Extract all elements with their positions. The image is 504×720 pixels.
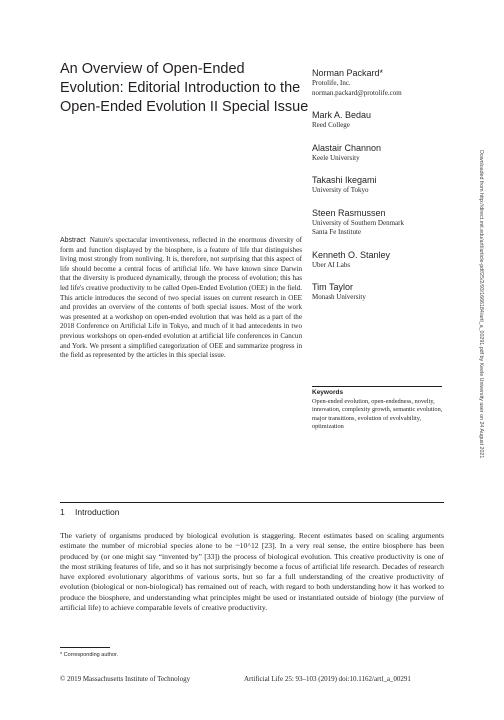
author-email[interactable]: norman.packard@protolife.com <box>312 88 402 97</box>
author-list <box>312 68 472 315</box>
author-affiliation: Monash University <box>312 293 366 301</box>
author-affiliation: Santa Fe Institute <box>312 228 361 236</box>
author-affiliation: University of Tokyo <box>312 186 369 194</box>
author-entry <box>312 68 472 98</box>
footer-copyright: © 2019 Massachusetts Institute of Technology <box>60 675 191 683</box>
author-entry <box>312 282 472 303</box>
footer-journal-citation: Artificial Life 25: 93–103 (2019) doi:10.1162/artl_a_00291 <box>244 675 411 683</box>
intro-paragraph: The variety of organisms produced by biological evolution is staggering. Recent estimates based on scaling arguments estimate the number of microbial species alone to be ~10^12 [23]. In a very real sense, the entire biosphere has been produced by (or one might say “invented by” [33]) the process of biological evolution. This creative productivity is one of the most striking features of life, and so it has not surprisingly become a focus of artificial life research. Decades of research have explored evolutionary algorithms of various sorts, but so far a full understanding of the creative productivity of evolution (biological or non-biological) has remained out of reach, with regard to both understanding how it has worked to produce the biosphere, and understanding what principles might be used or instantiated outside of biology (the purview of artificial life) to achieve comparable levels of creative productivity. <box>60 531 444 613</box>
author-name: Kenneth O. Stanley <box>312 249 391 260</box>
section-title: Introduction <box>75 507 120 517</box>
author-affiliation: Protolife, Inc. <box>312 79 351 87</box>
author-entry <box>312 175 472 196</box>
footnote: * Corresponding author. <box>60 652 119 658</box>
footnote-divider <box>60 647 110 648</box>
download-watermark <box>476 150 486 710</box>
download-watermark-text: Downloaded from http://direct.mit.edu/artl/article-pdf/25/2/93/1666184/artl_a_00291.pdf by Keele University user on 24 August 2021 <box>478 150 484 459</box>
section-divider <box>60 502 444 503</box>
author-entry <box>312 250 472 271</box>
keywords-label: Keywords <box>312 389 344 396</box>
author-affiliation: University of Southern Denmark <box>312 218 404 227</box>
abstract-label: Abstract <box>60 237 86 244</box>
author-affiliation: Uber AI Labs <box>312 260 351 269</box>
author-name: Alastair Channon <box>312 142 382 153</box>
author-name: Steen Rasmussen <box>312 207 386 218</box>
author-entry <box>312 143 472 164</box>
keywords-text: Open-ended evolution, open-endedness, novelty, innovation, complexity growth, semantic evolution, major transitions, evolution of evolvability, optimization <box>312 398 443 431</box>
section-number: 1 <box>60 507 65 517</box>
author-name: Mark A. Bedau <box>312 110 372 120</box>
abstract-text: Nature's spectacular inventiveness, reflected in the enormous diversity of form and function displayed by the biosphere, is a feature of life that distinguishes living most strongly from nonliving. It is, therefore, not surprising that this aspect of life should become a central focus of artificial life. We have known since Darwin that the diversity is produced dynamically, through the process of evolution; this has led life's creative productivity to be called Open-Ended Evolution (OEE) in the field. This article introduces the second of two special issues on current research in OEE and provides an overview of the contents of both special issues. Most of the work was presented at a workshop on open-ended evolution that was held as a part of the 2018 Conference on Artificial Life in Tokyo, and much of it had antecedents in two previous workshops on open-ended evolution at artificial life conferences in Cancun and York. We present a simplified categorization of OEE and summarize progress in the field as represented by the articles in this special issue. <box>60 236 302 360</box>
author-entry <box>312 110 472 131</box>
article-title: An Overview of Open-Ended Evolution: Editorial Introduction to the Open-Ended Evolution II Special Issue <box>60 61 309 115</box>
keywords-divider <box>312 386 442 387</box>
author-name: Takashi Ikegami <box>312 175 377 185</box>
author-entry <box>312 208 472 238</box>
author-affiliation: Reed College <box>312 121 350 129</box>
author-name: Tim Taylor <box>312 282 354 292</box>
abstract <box>60 236 302 361</box>
author-name: Norman Packard* <box>312 68 384 78</box>
author-affiliation: Keele University <box>312 153 360 162</box>
